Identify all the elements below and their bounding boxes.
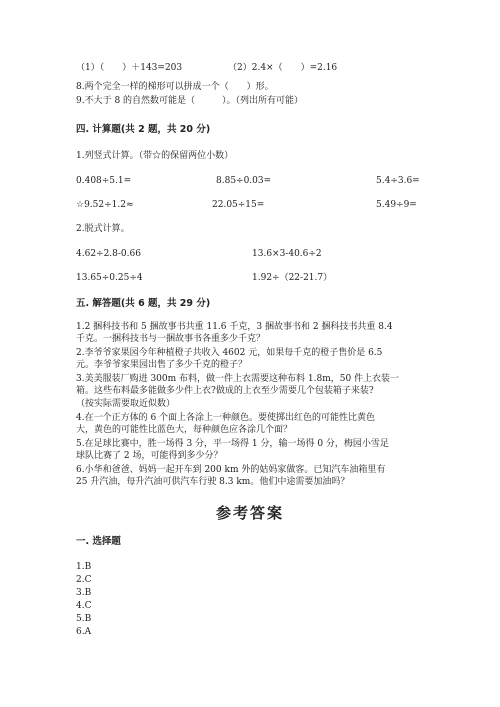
question-8: 8.两个完全一样的梯形可以拼成一个（ ）形。 — [76, 82, 274, 92]
problem-line: 球队比赛了 2 场，可能得到多少分？ — [76, 451, 223, 461]
problem-line: （按实际需要取近似数） — [76, 399, 176, 409]
problem-line: 6.小华和爸爸、妈妈一起开车到 200 km 外的姑妈家做客。已知汽车油箱里有 — [76, 465, 386, 475]
problem-line: 大，黄色的可能性比蓝色大，每种颜色应各涂几个面？ — [76, 425, 293, 435]
problem-line: 3.美美服装厂购进 300m 布料，做一件上衣需要这种布料 1.8m，50 件上衣装一 — [76, 374, 400, 384]
question-9: 9.不大于 8 的自然数可能是（ ）。（列出所有可能） — [76, 96, 304, 106]
problem-line: 千克。一捆科技书与一捆故事书各重多少千克？ — [76, 334, 266, 344]
calc-item: 5.49÷9= — [376, 200, 417, 210]
calc-item: 0.408÷5.1= — [76, 176, 132, 186]
answer-item: 3.B — [76, 588, 92, 598]
answer-item: 6.A — [76, 627, 92, 637]
calc-item: 22.05÷15= — [212, 200, 265, 210]
answer-item: 4.C — [76, 601, 92, 611]
problem-line: 元。李爷爷家果园出售了多少千克的橙子？ — [76, 360, 248, 370]
section-5-heading: 五. 解答题(共 6 题，共 29 分) — [76, 298, 211, 309]
problem-line: 4.在一个正方体的 6 个面上各涂上一种颜色。要使掷出红色的可能性比黄色 — [76, 413, 376, 423]
problem-line: 5.在足球比赛中，胜一场得 3 分，平一场得 1 分，输一场得 0 分，梅园小雪足 — [76, 439, 389, 449]
answer-item: 5.B — [76, 614, 92, 624]
answers-heading: 一. 选择题 — [76, 536, 121, 547]
answer-item: 1.B — [76, 562, 92, 572]
calc-instruction: 1.列竖式计算。（带☆的保留两位小数） — [76, 151, 234, 161]
problem-line: 25 升汽油，每升汽油可供汽车行驶 8.3 km。他们中途需要加油吗？ — [76, 477, 350, 487]
problem-line: 1.2 捆科技书和 5 捆故事书共重 11.6 千克，3 捆故事书和 2 捆科技书共重 8.4 — [76, 322, 393, 332]
answer-item: 2.C — [76, 575, 92, 585]
section-4-heading: 四. 计算题(共 2 题，共 20 分) — [76, 124, 211, 135]
fill-blank-1: （1）（ ）＋143=203 — [76, 63, 183, 73]
calc-item: ☆9.52÷1.2≈ — [76, 200, 134, 210]
problem-line: 箱。这些布料最多能做多少件上衣?做成的上衣至少需要几个包装箱子来装? — [76, 386, 374, 396]
answer-key-title: 参考答案 — [215, 504, 284, 522]
calc-item: 8.85÷0.03= — [216, 176, 272, 186]
problem-line: 2.李爷爷家果园今年种植橙子共收入 4602 元，如果每千克的橙子售价是 6.5 — [76, 348, 383, 358]
fill-blank-2: （2）2.4×（ ）=2.16 — [228, 63, 338, 73]
calc-item: 5.4÷3.6= — [376, 176, 420, 186]
expr-item: 4.62÷2.8-0.66 — [76, 249, 141, 259]
expr-item: 13.65÷0.25÷4 — [76, 273, 143, 283]
expr-item: 13.6×3-40.6÷2 — [252, 249, 322, 259]
expr-item: 1.92÷（22-21.7） — [252, 273, 333, 283]
expr-instruction: 2.脱式计算。 — [76, 224, 130, 234]
